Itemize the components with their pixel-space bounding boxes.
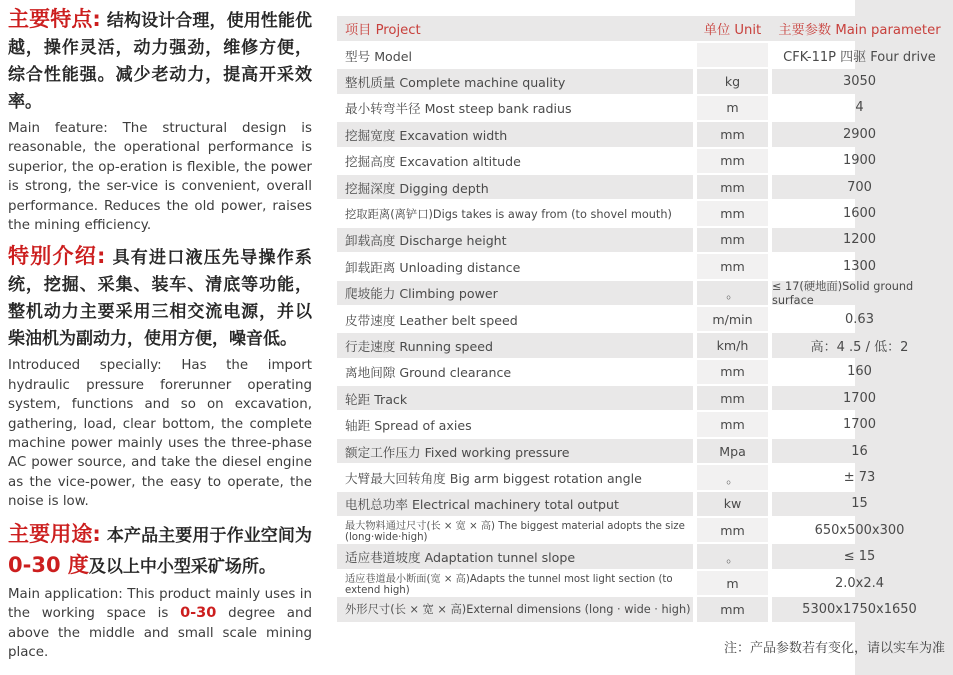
degree-range-highlight-zh: 0-30 度	[8, 552, 89, 577]
project-cell: 挖掘宽度 Excavation width	[337, 122, 693, 146]
header-project: 项目 Project	[345, 23, 421, 38]
unit-cell: m	[697, 96, 768, 120]
project-cell: 外形尺寸(长 × 宽 × 高)External dimensions (long · wide · high)	[337, 597, 693, 621]
table-row	[337, 254, 947, 278]
unit-cell: mm	[697, 518, 768, 542]
unit-cell: 。	[697, 465, 768, 489]
table-row	[337, 439, 947, 463]
section-main-application	[8, 520, 312, 663]
table-row	[337, 96, 947, 120]
parameter-cell: 4	[855, 100, 864, 116]
project-cell: 爬坡能力 Climbing power	[337, 281, 693, 305]
project-cell: 挖取距离(离铲口)Digs takes is away from (to shovel mouth)	[337, 201, 693, 225]
table-row	[337, 597, 947, 621]
main-application-zh	[8, 520, 312, 582]
parameter-cell: 3050	[772, 69, 947, 93]
unit-cell: mm	[697, 386, 768, 410]
table-row	[337, 228, 947, 252]
parameter-cell: 2900	[772, 122, 947, 146]
main-application-en-after: degree and above the middle and small scale mining place.	[8, 606, 312, 660]
parameter-cell: 2.0x2.4	[834, 575, 885, 591]
spec-table-body	[337, 43, 947, 622]
parameter-cell: 160	[847, 364, 872, 380]
unit-cell: mm	[697, 254, 768, 278]
main-application-heading: 主要用途:	[8, 521, 101, 546]
unit-cell: mm	[697, 122, 768, 146]
project-cell: 轮距 Track	[337, 386, 693, 410]
project-cell: 卸载高度 Discharge height	[337, 228, 693, 252]
unit-cell: kg	[697, 69, 768, 93]
parameter-cell: 5300x1750x1650	[772, 597, 947, 621]
unit-cell: km/h	[697, 333, 768, 357]
table-row	[337, 518, 947, 542]
section-special-introduction	[8, 243, 312, 511]
unit-cell: m	[697, 571, 768, 595]
unit-cell: m/min	[697, 307, 768, 331]
unit-cell	[697, 43, 768, 67]
main-application-zh-before: 本产品主要用于作业空间为	[106, 525, 313, 546]
main-feature-en: Main feature: The structural design is reasonable, the operational performance is superior, the op-eration is flexible, the power is strong, the ser-vice is convenient, overall performance. Reduces the old power, raises the mining efficiency.	[8, 121, 312, 234]
parameter-cell: 16	[772, 439, 947, 463]
table-row	[337, 544, 947, 568]
parameter-cell: 15	[772, 492, 947, 516]
special-introduction-zh-text: 具有进口液压先导操作系统，挖掘、采集、装车、清底等功能，整机动力主要采用三相交流电源，并以柴油机为副动力，使用方便，噪音低。	[8, 248, 313, 350]
parameter-cell: ± 73	[843, 469, 876, 485]
project-cell: 挖掘高度 Excavation altitude	[337, 149, 693, 173]
parameter-cell: 0.63	[845, 311, 874, 327]
table-row	[337, 360, 947, 384]
table-row	[337, 201, 947, 225]
unit-cell: mm	[697, 201, 768, 225]
parameter-cell: 700	[772, 175, 947, 199]
unit-cell: mm	[697, 597, 768, 621]
parameter-cell: CFK-11P 四驱 Four drive	[783, 49, 936, 65]
table-row	[337, 492, 947, 516]
parameter-cell: 1900	[842, 153, 877, 169]
project-cell: 电机总功率 Electrical machinery total output	[337, 492, 693, 516]
special-introduction-heading: 特别介绍:	[8, 244, 106, 269]
special-introduction-en: Introduced specially: Has the import hydraulic pressure forerunner operating system, functions and so on excavation, gathering, load, clear bottom, the complete machine power mainly uses the three-phase AC power source, and take the diesel engine as the vice-power, the easy to operate, the noise is low.	[8, 358, 312, 510]
parameter-cell: 1700	[842, 417, 877, 433]
table-row	[337, 307, 947, 331]
project-cell: 行走速度 Running speed	[337, 333, 693, 357]
main-feature-heading: 主要特点:	[8, 7, 101, 31]
unit-cell: mm	[697, 228, 768, 252]
parameter-cell: 1200	[772, 228, 947, 252]
table-row	[337, 412, 947, 436]
project-cell: 卸载距离 Unloading distance	[337, 254, 693, 278]
parameter-cell: ≤ 17(硬地面)Solid ground surface	[772, 281, 947, 305]
table-row	[337, 333, 947, 357]
main-application-zh-after: 及以上中小型采矿场所。	[88, 556, 276, 577]
table-row	[337, 149, 947, 173]
project-cell: 适应巷道坡度 Adaptation tunnel slope	[337, 544, 693, 568]
project-cell: 最大物料通过尺寸(长 × 宽 × 高) The biggest material adopts the size (long·wide·high)	[337, 518, 693, 542]
table-row	[337, 43, 947, 67]
parameter-cell: 650x500x300	[814, 522, 905, 538]
table-row	[337, 571, 947, 595]
footer-note: 注：产品参数若有变化，请以实车为准	[723, 640, 945, 656]
special-introduction-zh	[8, 243, 312, 353]
project-cell: 离地间隙 Ground clearance	[337, 360, 693, 384]
unit-cell: kw	[697, 492, 768, 516]
section-main-feature	[8, 6, 312, 235]
project-cell: 适应巷道最小断面(宽 × 高)Adapts the tunnel most light section (to extend high)	[337, 571, 693, 595]
main-feature-zh	[8, 6, 312, 116]
unit-cell: mm	[697, 149, 768, 173]
parameter-cell: 1300	[842, 258, 877, 274]
header-parameter: 主要参数 Main parameter	[778, 23, 941, 38]
table-row	[337, 122, 947, 146]
unit-cell: 。	[697, 544, 768, 568]
unit-cell: mm	[697, 412, 768, 436]
unit-cell: 。	[697, 281, 768, 305]
main-application-en	[8, 585, 312, 663]
project-cell: 轴距 Spread of axies	[337, 412, 693, 436]
table-row	[337, 465, 947, 489]
project-cell: 大臂最大回转角度 Big arm biggest rotation angle	[337, 465, 693, 489]
project-cell: 型号 Model	[337, 43, 693, 67]
unit-cell: mm	[697, 175, 768, 199]
table-row	[337, 386, 947, 410]
parameter-cell: 1600	[842, 206, 877, 222]
header-unit: 单位 Unit	[703, 23, 762, 38]
project-cell: 额定工作压力 Fixed working pressure	[337, 439, 693, 463]
project-cell: 皮带速度 Leather belt speed	[337, 307, 693, 331]
table-row	[337, 175, 947, 199]
spec-table-header	[337, 16, 947, 41]
project-cell: 整机质量 Complete machine quality	[337, 69, 693, 93]
project-cell: 挖掘深度 Digging depth	[337, 175, 693, 199]
table-row	[337, 69, 947, 93]
parameter-cell: 1700	[772, 386, 947, 410]
degree-range-highlight-en: 0-30	[180, 605, 217, 622]
unit-cell: mm	[697, 360, 768, 384]
spec-table	[337, 16, 947, 656]
main-application-en-before: Main application: This product mainly uses in the working space is	[8, 586, 312, 622]
main-feature-zh-text: 结构设计合理，使用性能优越，操作灵活，动力强劲，维修方便，综合性能强。减少老动力，提高开采效率。	[8, 11, 313, 112]
parameter-cell: ≤ 15	[772, 544, 947, 568]
project-cell: 最小转弯半径 Most steep bank radius	[337, 96, 693, 120]
table-row	[337, 280, 947, 308]
unit-cell: Mpa	[697, 439, 768, 463]
parameter-cell: 高：4 .5 / 低：2	[772, 333, 947, 357]
description-panel	[8, 6, 312, 670]
